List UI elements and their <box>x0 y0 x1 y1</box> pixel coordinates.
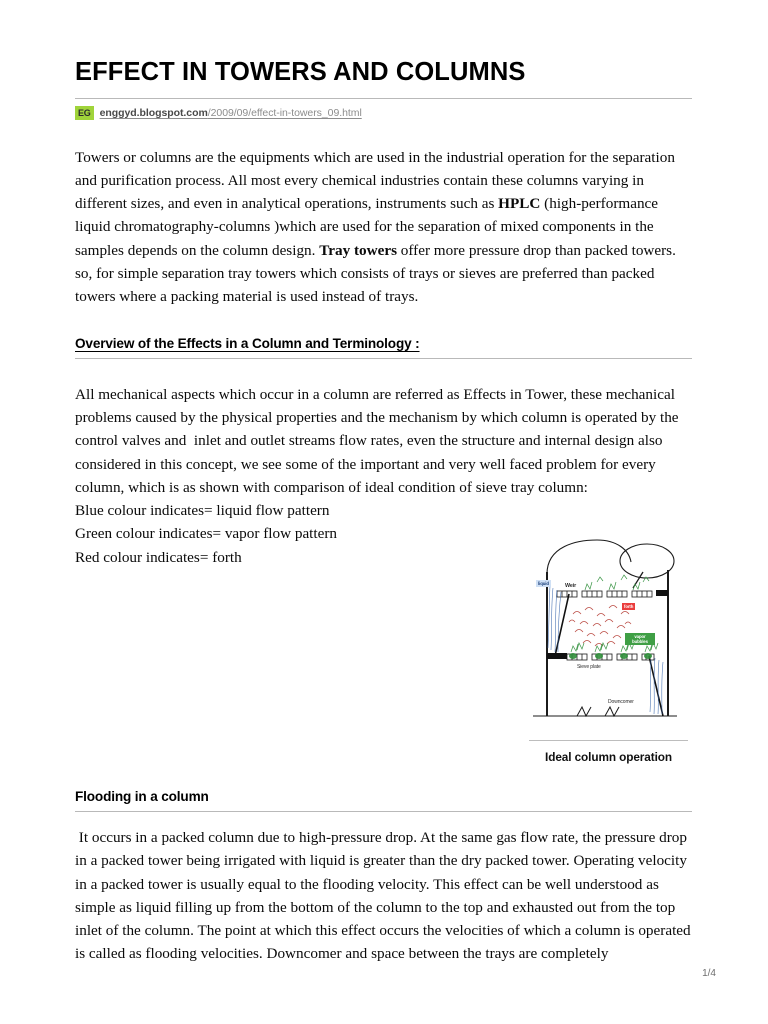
spacer <box>75 309 692 336</box>
site-badge-icon: EG <box>75 106 94 120</box>
figure-caption: Ideal column operation <box>545 750 672 764</box>
source-path: /2009/09/effect-in-towers_09.html <box>207 107 362 120</box>
page-title: EFFECT IN TOWERS AND COLUMNS <box>75 58 526 86</box>
intro-bold-tray-towers: Tray towers <box>319 241 397 259</box>
source-host: enggyd.blogspot.com <box>99 107 208 120</box>
diagram-label-downcomer: Downcomer <box>608 699 634 705</box>
intro-paragraph <box>75 146 692 309</box>
figure-ideal-column <box>525 536 692 764</box>
diagram-label-sieve-plate: Sieve plate <box>577 664 601 670</box>
legend-red: Red colour indicates= forth <box>75 548 242 566</box>
diagram-label-weir: Weir <box>565 583 577 589</box>
flooding-paragraph: It occurs in a packed column due to high-pressure drop. At the same gas flow rate, the pressure drop in a packed tower being irrigated with liquid is greater than the dry packed tower. Operating velocity in a packed tower is usually equal to the flooding velocity. This effect can be well understood as simple as liquid filling up from the bottom of the column to the top and exhausted out from the top inlet of the column. The point at which this effect occurs the velocities of which a column is operated is called as flooding velocities. Downcomer and space between the trays are completely <box>75 829 695 963</box>
intro-bold-hplc: HPLC <box>498 195 541 213</box>
section-heading-overview-label: Overview of the Effects in a Column and Terminology : <box>75 335 420 351</box>
section-heading-flooding: Flooding in a column <box>75 789 209 804</box>
diagram-label-liquid: liquid <box>538 580 549 586</box>
document-content <box>75 58 692 569</box>
source-url-link[interactable] <box>100 107 362 119</box>
intro-text-1: Towers or columns are the equipments which are used in the industrial operation for the separation and purification process. All most every chemical industries contain these columns varying in different sizes, and even in analytical operations, instruments such as <box>75 148 679 213</box>
intro-text-3: offer more pressure drop than packed towers. so, for simple separation tray towers which consists of trays or sieves are preferred than packed towers where a packing material is used instead of trays. <box>75 241 680 306</box>
intro-text-2: (high-performance liquid chromatography-columns )which are used for the separation of mixed components in the samples depends on the column design. <box>75 195 662 259</box>
title-divider <box>75 98 692 99</box>
figure-image <box>525 536 685 732</box>
page-number: 1/4 <box>702 968 716 979</box>
overview-paragraph: All mechanical aspects which occur in a column are referred as Effects in Tower, these mechanical problems caused by the physical properties and the mechanism by which column is operated by the control valves and inlet and outlet streams flow rates, even the structure and internal design also considered in this concept, we see some of the important and very well faced problem for every column, which is as shown with comparison of ideal condition of sieve tray column: <box>75 385 683 496</box>
flooding-section <box>75 789 695 966</box>
diagram-label-vapor-bubbles: vapor bubbles <box>625 633 655 645</box>
legend-blue: Blue colour indicates= liquid flow pattern <box>75 502 330 520</box>
spacer <box>75 359 692 383</box>
spacer <box>75 121 692 146</box>
diagram-label-forth: forth <box>624 603 634 609</box>
source-attribution <box>75 106 692 121</box>
figure-caption-divider <box>529 740 688 741</box>
sieve-tray-column-diagram <box>525 536 685 732</box>
section-heading-overview <box>75 336 692 351</box>
spacer <box>75 812 692 826</box>
legend-green: Green colour indicates= vapor flow pattern <box>75 525 338 543</box>
